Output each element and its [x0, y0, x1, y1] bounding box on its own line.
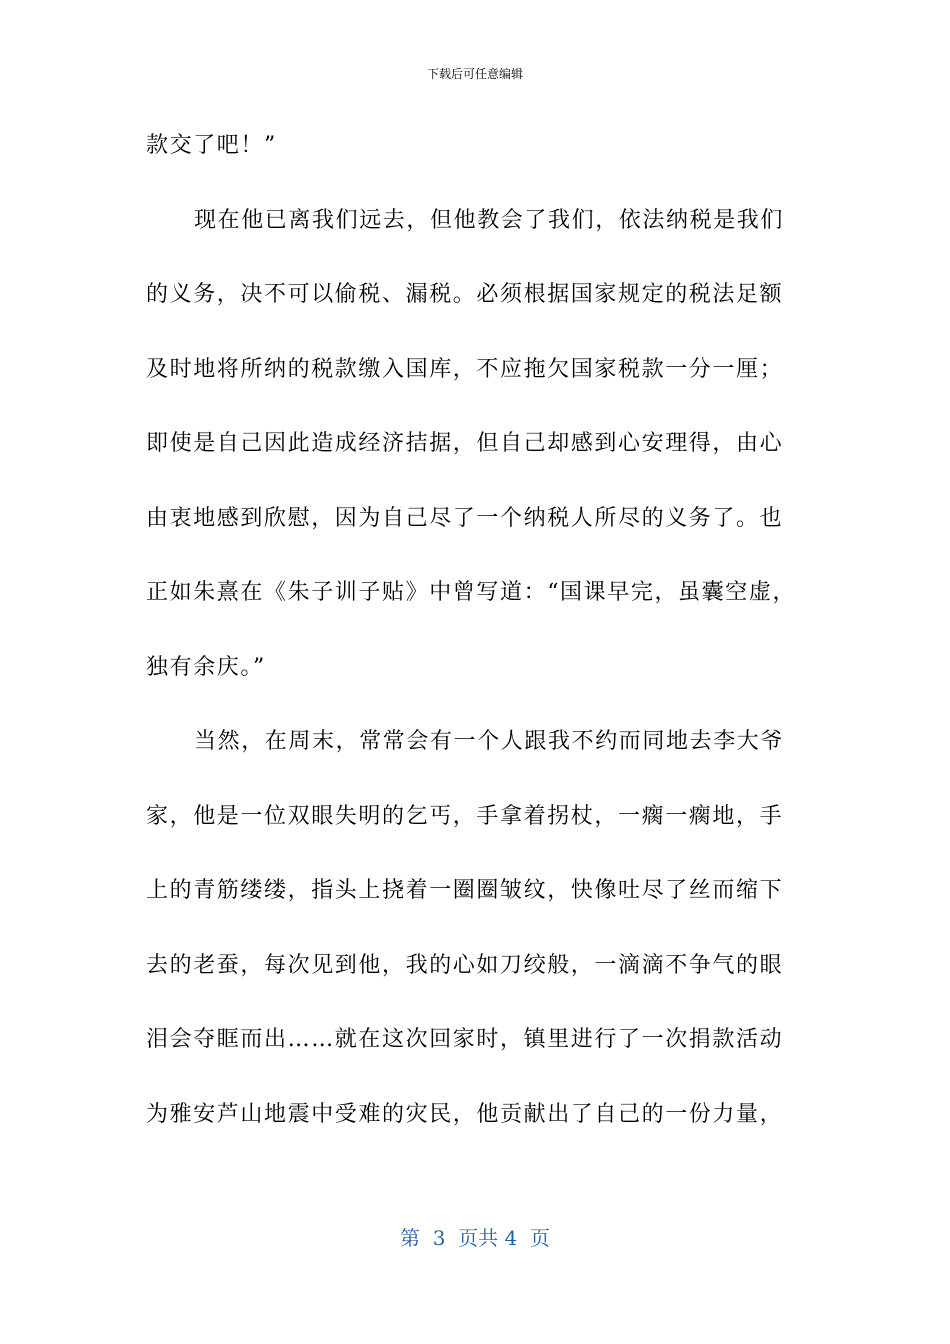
text-line: 的义务，决不可以偷税、漏税。必须根据国家规定的税法足额	[146, 282, 784, 307]
text-line: 泪会夺眶而出……就在这次回家时，镇里进行了一次捐款活动	[146, 1027, 784, 1052]
text-line: 为雅安芦山地震中受难的灾民，他贡献出了自己的一份力量，	[146, 1101, 784, 1127]
text-line: 上的青筋缕缕，指头上挠着一圈圈皱纹，快像吐尽了丝而缩下	[146, 878, 784, 903]
text-line: 当然，在周末，常常会有一个人跟我不约而同地去李大爷	[194, 729, 785, 754]
page-footer: 第 3 页共 4 页	[400, 1226, 550, 1250]
text-line: 由衷地感到欣慰，因为自己尽了一个纳税人所尽的义务了。也	[146, 505, 784, 531]
text-line: 即使是自己因此造成经济拮据，但自己却感到心安理得，由心	[146, 431, 784, 456]
text-line: 及时地将所纳的税款缴入国库，不应拖欠国家税款一分一厘；	[146, 356, 784, 382]
text-line: 正如朱熹在《朱子训子贴》中曾写道：“国课早完，虽囊空虚，	[146, 580, 797, 605]
text-line: 现在他已离我们远去，但他教会了我们，依法纳税是我们	[194, 207, 785, 233]
document-body	[146, 120, 810, 1163]
text-line: 家，他是一位双眼失明的乞丐，手拿着拐杖，一瘸一瘸地，手	[146, 803, 784, 829]
text-line: 独有余庆。”	[146, 654, 266, 680]
text-line: 款交了吧！”	[146, 133, 277, 158]
page-header: 下载后可任意编辑	[426, 67, 523, 81]
text-line: 去的老蚕，每次见到他，我的心如刀绞般，一滴滴不争气的眼	[146, 952, 784, 978]
